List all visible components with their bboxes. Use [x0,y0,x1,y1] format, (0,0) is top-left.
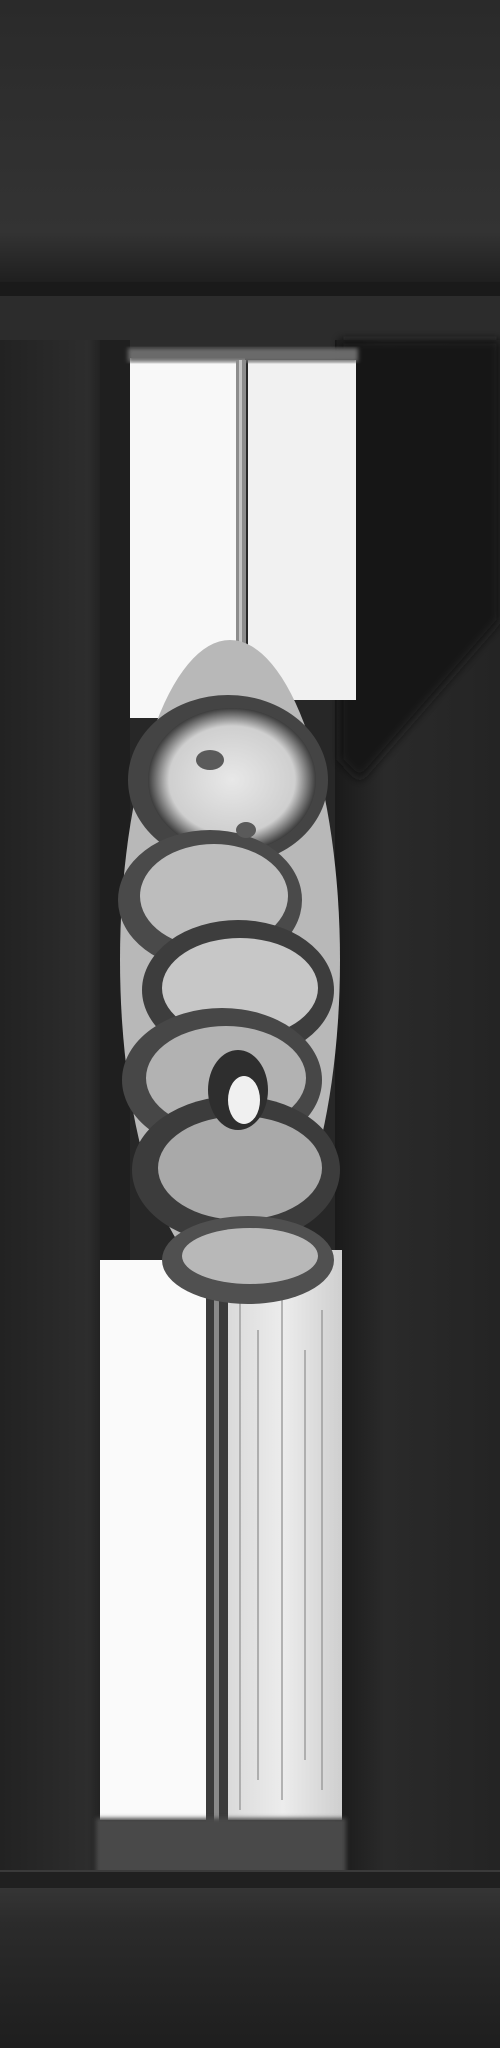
liquid-cluster [118,640,340,1304]
bottom-channel-floor [96,1818,346,1878]
bottom-frame-edge [0,1872,500,1888]
channel-top-band [128,348,358,362]
left-wall [0,340,110,1880]
bottom-frame-bar [0,1870,500,2048]
channel-upper-right [248,360,356,700]
channel-lower-left [100,1260,210,1820]
channel-center-rod-highlight [214,1260,219,1850]
top-frame-bar [0,0,500,290]
top-frame-edge [0,282,500,296]
liquid-thread-highlight [239,360,242,660]
